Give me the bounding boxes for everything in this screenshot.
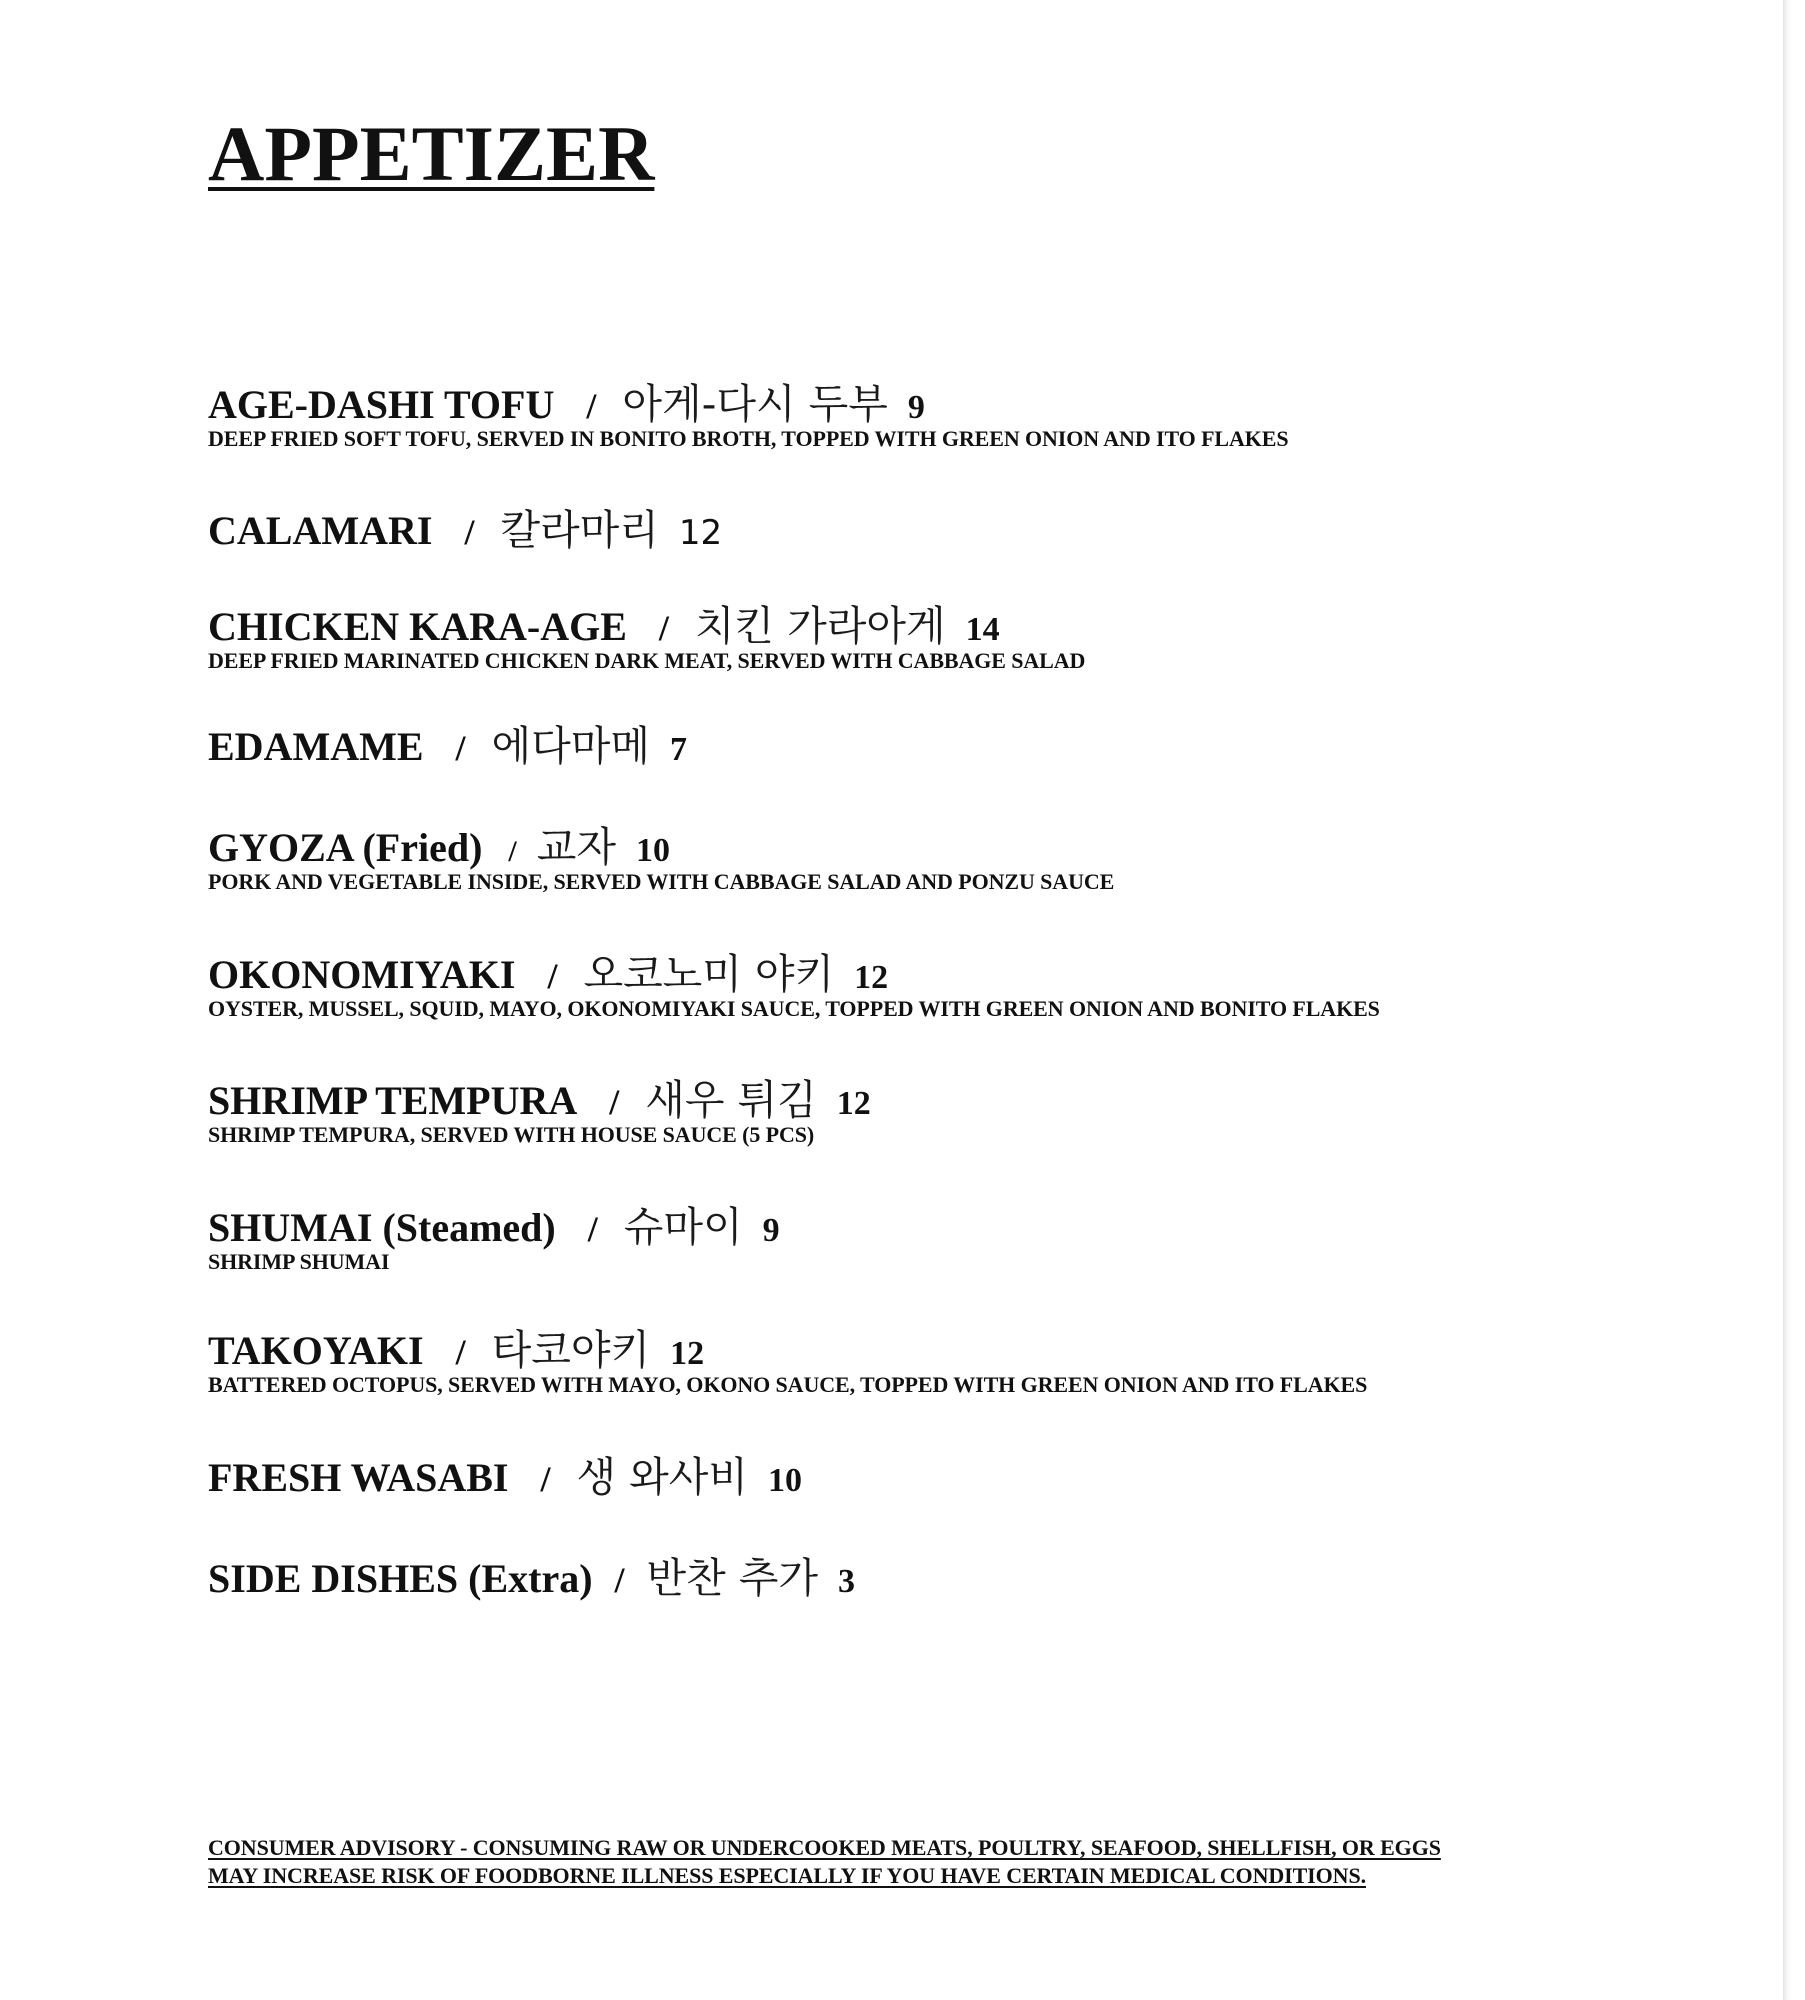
section-title: APPETIZER <box>208 110 655 197</box>
item-korean-name: 슈마이 <box>623 1203 743 1251</box>
item-name: AGE-DASHI TOFU <box>208 382 555 427</box>
item-description: SHRIMP SHUMAI <box>208 1249 390 1274</box>
menu-item-age-dashi-tofu <box>208 380 1608 452</box>
advisory-line-2: MAY INCREASE RISK OF FOODBORNE ILLNESS ESPECIALLY IF YOU HAVE CERTAIN MEDICAL CONDITIONS. <box>208 1863 1366 1888</box>
item-korean-name: 아게-다시 두부 <box>622 380 888 428</box>
item-separator: / <box>658 608 669 648</box>
item-heading <box>208 1076 1608 1124</box>
item-separator: / <box>547 956 558 996</box>
item-name: SHRIMP TEMPURA <box>208 1078 578 1123</box>
page-edge-shadow <box>1783 0 1805 2000</box>
item-heading <box>208 722 1608 770</box>
item-korean-name: 타코야키 <box>491 1326 651 1374</box>
item-korean-name: 생 와사비 <box>576 1453 748 1501</box>
item-description: DEEP FRIED MARINATED CHICKEN DARK MEAT, SERVED WITH CABBAGE SALAD <box>208 648 1086 673</box>
item-separator: / <box>508 835 517 868</box>
item-heading <box>208 823 1608 871</box>
item-separator: / <box>540 1459 551 1499</box>
item-description: OYSTER, MUSSEL, SQUID, MAYO, OKONOMIYAKI SAUCE, TOPPED WITH GREEN ONION AND BONITO FLAKES <box>208 996 1380 1021</box>
item-heading <box>208 380 1608 428</box>
item-korean-name: 반찬 추가 <box>646 1554 818 1602</box>
item-heading <box>208 1453 1608 1501</box>
item-name: OKONOMIYAKI <box>208 952 516 997</box>
item-price: 10 <box>635 832 670 869</box>
item-description: SHRIMP TEMPURA, SERVED WITH HOUSE SAUCE (5 PCS) <box>208 1122 815 1147</box>
consumer-advisory <box>208 1834 1608 1890</box>
item-name: SIDE DISHES (Extra) <box>208 1556 593 1601</box>
item-name: CALAMARI <box>208 508 433 553</box>
item-price: 9 <box>762 1212 780 1249</box>
item-heading <box>208 950 1608 998</box>
item-description: DEEP FRIED SOFT TOFU, SERVED IN BONITO BROTH, TOPPED WITH GREEN ONION AND ITO FLAKES <box>208 426 1289 451</box>
appetizer-menu <box>208 108 1608 1602</box>
item-separator: / <box>609 1082 620 1122</box>
item-name: EDAMAME <box>208 724 424 769</box>
item-name: GYOZA (Fried) <box>208 825 483 870</box>
item-heading <box>208 602 1608 650</box>
item-price: 9 <box>907 389 925 426</box>
item-heading <box>208 1554 1608 1602</box>
item-description: BATTERED OCTOPUS, SERVED WITH MAYO, OKONO SAUCE, TOPPED WITH GREEN ONION AND ITO FLAKES <box>208 1372 1368 1397</box>
item-price: 10 <box>767 1462 802 1499</box>
item-korean-name: 치킨 가라아게 <box>694 602 946 650</box>
item-korean-name: 새우 튀김 <box>645 1076 817 1124</box>
item-separator: / <box>614 1560 625 1600</box>
menu-item-shrimp-tempura <box>208 1076 1608 1148</box>
item-heading <box>208 1326 1608 1374</box>
item-name: FRESH WASABI <box>208 1455 509 1500</box>
item-price: 12 <box>854 959 889 996</box>
menu-item-side-dishes <box>208 1554 1608 1602</box>
item-korean-name: 교자 <box>536 823 616 871</box>
item-price: 12 <box>836 1085 871 1122</box>
item-price: 7 <box>669 731 687 768</box>
item-separator: / <box>455 1332 466 1372</box>
item-price: 3 <box>838 1563 855 1600</box>
item-heading <box>208 1203 1608 1251</box>
item-separator: / <box>455 728 466 768</box>
item-price: 14 <box>965 611 1000 648</box>
item-name: SHUMAI (Steamed) <box>208 1205 556 1250</box>
advisory-line-1: CONSUMER ADVISORY - CONSUMING RAW OR UNDERCOOKED MEATS, POULTRY, SEAFOOD, SHELLFISH, OR EGGS <box>208 1835 1441 1860</box>
item-separator: / <box>464 512 475 552</box>
item-description: PORK AND VEGETABLE INSIDE, SERVED WITH CABBAGE SALAD AND PONZU SAUCE <box>208 869 1115 894</box>
item-separator: / <box>586 386 597 426</box>
menu-item-takoyaki <box>208 1326 1608 1398</box>
item-heading <box>208 506 1608 554</box>
item-separator: / <box>587 1209 598 1249</box>
menu-item-chicken-kara-age <box>208 602 1608 674</box>
menu-item-calamari <box>208 506 1608 554</box>
item-korean-name: 에다마메 <box>491 722 650 770</box>
item-korean-name: 칼라마리 <box>500 506 659 554</box>
menu-item-fresh-wasabi <box>208 1453 1608 1501</box>
item-name: TAKOYAKI <box>208 1328 424 1373</box>
menu-item-okonomiyaki <box>208 950 1608 1022</box>
menu-item-gyoza <box>208 823 1608 895</box>
item-price: 12 <box>678 513 723 553</box>
item-price: 12 <box>670 1335 705 1372</box>
menu-item-edamame <box>208 722 1608 770</box>
item-name: CHICKEN KARA-AGE <box>208 604 627 649</box>
menu-item-shumai <box>208 1203 1608 1275</box>
item-korean-name: 오코노미 야키 <box>583 950 835 998</box>
